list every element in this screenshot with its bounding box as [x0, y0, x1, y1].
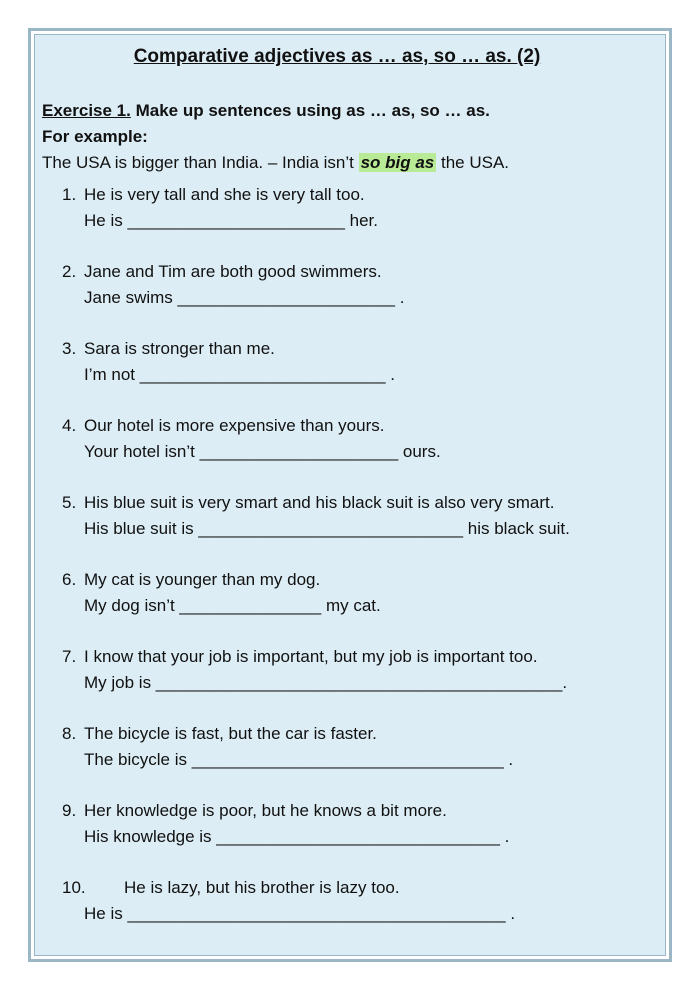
item-question: Her knowledge is poor, but he knows a bit more.: [84, 801, 447, 820]
item-answer-line: Your hotel isn’t _____________________ ours.: [84, 442, 441, 461]
item-answer-line: His knowledge is ______________________________ .: [84, 827, 510, 846]
item-question: His blue suit is very smart and his black suit is also very smart.: [84, 493, 555, 512]
item-answer-line: The bicycle is _________________________________ .: [84, 750, 514, 769]
example-highlight: so big as: [360, 153, 435, 172]
item-number: 2.: [62, 262, 77, 281]
item-number: 1.: [62, 185, 77, 204]
exercise-label: Exercise 1.: [42, 101, 131, 120]
exercise-heading: [42, 98, 632, 124]
item-number: 7.: [62, 647, 77, 666]
item-question: He is very tall and she is very tall too.: [84, 185, 365, 204]
example-heading: For example:: [42, 127, 148, 146]
item-number: 9.: [62, 801, 77, 820]
list-item: [62, 336, 632, 388]
item-question: Jane and Tim are both good swimmers.: [84, 262, 382, 281]
list-item: [62, 798, 632, 850]
example-after: the USA.: [436, 153, 510, 172]
item-question: The bicycle is fast, but the car is faster.: [84, 724, 377, 743]
worksheet-title: Comparative adjectives as … as, so … as. (2): [133, 46, 541, 67]
list-item: [62, 875, 632, 927]
item-number: 10.: [62, 878, 86, 897]
exercise-list: [42, 182, 632, 927]
item-question: My cat is younger than my dog.: [84, 570, 321, 589]
item-answer-line: Jane swims _______________________ .: [84, 288, 405, 307]
example-before: The USA is bigger than India. – India isn’t: [42, 153, 359, 172]
item-number: 8.: [62, 724, 77, 743]
item-answer-line: He is _______________________ her.: [84, 211, 378, 230]
item-number: 6.: [62, 570, 77, 589]
list-item: [62, 721, 632, 773]
list-item: [62, 644, 632, 696]
list-item: [62, 413, 632, 465]
item-answer-line: I’m not __________________________ .: [84, 365, 396, 384]
item-question: I know that your job is important, but my job is important too.: [84, 647, 538, 666]
example-sentence: [42, 150, 632, 176]
list-item: [62, 259, 632, 311]
item-question: Sara is stronger than me.: [84, 339, 275, 358]
list-item: [62, 182, 632, 234]
item-answer-line: He is ________________________________________ .: [84, 904, 516, 923]
item-question: He is lazy, but his brother is lazy too.: [124, 878, 400, 897]
list-item: [62, 567, 632, 619]
item-number: 4.: [62, 416, 77, 435]
item-answer-line: My job is ___________________________________________.: [84, 673, 568, 692]
item-number: 5.: [62, 493, 77, 512]
worksheet-content: [42, 40, 632, 952]
item-answer-line: His blue suit is ____________________________ his black suit.: [84, 519, 570, 538]
item-number: 3.: [62, 339, 77, 358]
item-answer-line: My dog isn’t _______________ my cat.: [84, 596, 381, 615]
list-item: [62, 490, 632, 542]
exercise-instruction: Make up sentences using as … as, so … as.: [130, 101, 490, 120]
item-question: Our hotel is more expensive than yours.: [84, 416, 385, 435]
